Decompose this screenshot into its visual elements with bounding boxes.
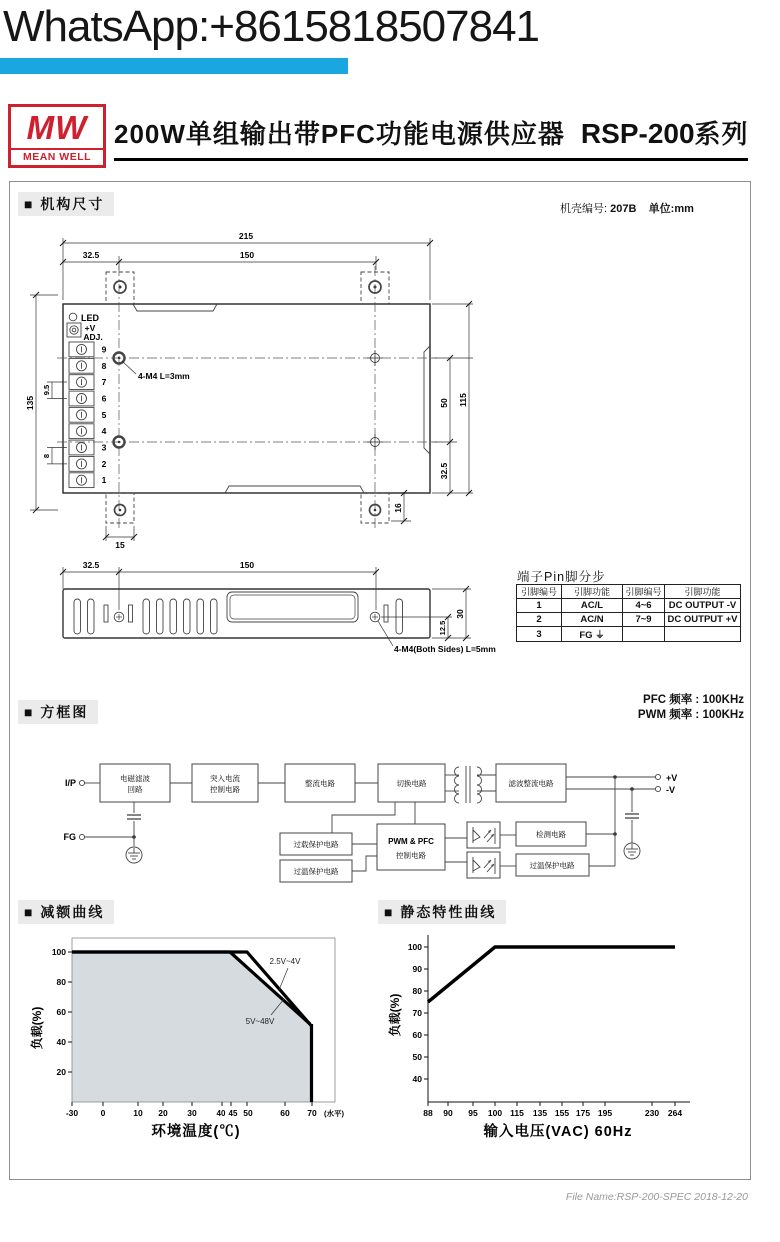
pin-cell: DC OUTPUT -V [665,599,741,613]
derating-xtick: 50 [243,1108,253,1118]
pin-cell: FG ⏚ [562,627,623,642]
static-curve [428,947,675,1002]
pin-table-title: 端子Pin脚分步 [517,570,606,584]
static-xtick: 100 [487,1108,503,1118]
derating-xtick: 10 [133,1108,143,1118]
unit-label: 单位:mm [648,203,694,215]
derating-ytick: 60 [56,1007,66,1017]
static-xtick: 195 [597,1108,613,1118]
overload-label: 过载保护电路 [293,840,339,849]
overtemp-label: 过温保护电路 [293,867,339,876]
derating-xtick: 30 [187,1108,197,1118]
dim-32-5-top: 32.5 [82,250,100,260]
block-diagram [10,742,750,892]
emi-filter-label-1: 电磁滤波 [120,774,150,783]
terminal-5: 5 [101,409,107,420]
terminal-4: 4 [101,426,107,437]
derating-xtick: 40 [216,1109,226,1118]
pin-cell: 4~6 [623,599,665,613]
derating-ytick: 100 [51,947,66,957]
pin-cell: 2 [517,613,562,627]
terminal-strip [69,342,107,488]
title-series-code: RSP-200 [580,118,695,149]
terminal-2: 2 [101,458,107,469]
static-ylabel: 负载(%) [388,993,402,1037]
logo-monogram: MW [26,109,88,146]
terminal-6: 6 [101,393,107,404]
derating-xlabel: 环境温度(℃) [151,1124,241,1140]
pin-col-header: 引脚功能 [562,585,623,599]
pin-col-header: 引脚编号 [623,585,665,599]
derating-ylabel: 负载(%) [30,1006,44,1050]
terminal-7: 7 [101,377,107,388]
static-xtick: 115 [510,1108,524,1118]
block-diagram-fg [64,802,143,863]
pin-table-row [517,627,741,642]
cyan-bar [0,58,348,74]
derating-xtick: -30 [65,1108,79,1118]
section-title-static: ■ 静态特性曲线 [378,900,506,924]
adj-label: ADJ. [83,332,103,342]
logo-brand-text: MEAN WELL [11,148,103,165]
screw-note-top: 4-M4 L=3mm [138,371,190,381]
section-title-block-diagram: ■ 方框图 [18,700,98,724]
optocoupler-1 [467,822,500,848]
dim-8: 8 [42,453,51,459]
static-ytick: 80 [412,986,422,996]
pin-table-header-row [517,585,741,599]
pin-cell: 3 [517,627,562,642]
dim-32-5-right: 32.5 [439,462,449,480]
detect-label: 检测电路 [536,830,566,839]
derating-ytick: 20 [56,1067,66,1077]
output-pos-label: +V [666,773,678,783]
pin-cell: 1 [517,599,562,613]
pwm-pfc-label-2: 控制电路 [396,851,426,860]
static-ytick: 60 [412,1030,422,1040]
overtemp-right-label: 过温保护电路 [529,861,575,870]
page-title [114,114,748,161]
static-ytick: 70 [412,1008,422,1018]
pin-cell [623,627,665,642]
ground-symbol-left [126,847,142,863]
static-xtick: 95 [468,1108,478,1118]
side-dim-32-5: 32.5 [82,560,100,570]
output-neg-label: -V [666,785,675,795]
static-xtick: 155 [554,1108,570,1118]
case-label: 机壳编号: [560,203,608,215]
derating-chart [29,938,344,1140]
static-xtick: 88 [423,1108,433,1118]
side-dim-150: 150 [239,560,255,570]
block-diagram-row1 [65,764,677,803]
case-value: 207B [610,203,637,215]
footer-file-info: File Name:RSP-200-SPEC 2018-12-20 [565,1191,748,1203]
transformer-symbol [455,766,482,803]
inrush-label-2: 控制电路 [210,785,240,794]
case-info [560,200,746,216]
pin-col-header: 引脚功能 [665,585,741,599]
static-xtick: 175 [575,1108,591,1118]
rectifier-label: 整流电路 [305,779,335,788]
dim-115: 115 [458,393,468,407]
emi-filter-label-2: 回路 [127,785,143,794]
static-ytick: 90 [412,964,422,974]
static-xtick: 135 [532,1108,548,1118]
pin-cell: DC OUTPUT +V [665,613,741,627]
derating-xtick: 45 [228,1109,238,1118]
static-xlabel: 输入电压(VAC) 60Hz [483,1124,633,1140]
input-label: I/P [64,778,76,788]
dim-150-top: 150 [239,250,255,260]
dim-15: 15 [115,540,125,550]
adj-v-label: +V [84,323,96,333]
pwm-pfc-label-1: PWM & PFC [388,837,434,846]
pwm-frequency: PWM 频率 : 100KHz [637,709,744,721]
dim-50: 50 [439,398,449,408]
side-view-drawing [60,560,496,654]
annotation-2v5-4v: 2.5V~4V [269,957,301,966]
pin-col-header: 引脚编号 [517,585,562,599]
static-xtick: 230 [644,1108,660,1118]
derating-ytick: 40 [56,1037,66,1047]
pin-cell [665,627,741,642]
dim-135: 135 [25,395,35,411]
section-title-derating: ■ 减额曲线 [18,900,114,924]
pfc-frequency: PFC 频率 : 100KHz [643,694,744,706]
terminal-1: 1 [101,475,107,486]
dim-16: 16 [393,503,403,513]
annotation-5v-48v: 5V~48V [245,1017,275,1026]
filter-rectifier-label: 滤波整流电路 [508,779,554,788]
optocoupler-2 [467,852,500,878]
terminal-9: 9 [101,344,107,355]
meanwell-logo [8,104,106,168]
title-series-suffix: 系列 [694,119,749,149]
derating-fill-area [72,952,312,1102]
static-xtick: 90 [443,1108,453,1118]
derating-xtick: 60 [280,1108,290,1118]
derating-xtick: 20 [158,1108,168,1118]
screw-note-side: 4-M4(Both Sides) L=5mm [394,644,496,654]
static-ytick: 100 [407,942,422,952]
pin-cell: 7~9 [623,613,665,627]
pin-table-row [517,613,741,627]
top-view-drawing [25,231,473,550]
derating-xtick: 70 [307,1108,317,1118]
terminal-3: 3 [101,442,107,453]
title-main: 200W单组输出带PFC功能电源供应器 [114,119,565,149]
inrush-label-1: 突入电流 [210,774,240,783]
pin-table [516,584,741,642]
dim-9-5: 9.5 [42,384,51,396]
dim-215: 215 [238,231,254,241]
terminal-8: 8 [101,360,107,371]
pin-table-row [517,599,741,613]
side-dim-30: 30 [455,609,465,619]
side-dim-12-5: 12.5 [438,620,447,636]
led-label: LED [81,313,99,323]
derating-xtick: 0 [100,1108,106,1118]
frequency-notes [520,693,744,723]
section-title-mechanical: ■ 机构尺寸 [18,192,114,216]
static-ytick: 50 [412,1052,422,1062]
switching-label: 切换电路 [396,779,427,788]
static-xtick: 264 [667,1108,683,1118]
fg-label: FG [63,832,76,842]
pin-cell: AC/L [562,599,623,613]
derating-ytick: 80 [56,977,66,987]
static-ytick: 40 [412,1074,422,1084]
derating-x-suffix: (水平) [324,1109,344,1118]
ground-symbol-right [624,843,640,859]
charts [10,915,750,1150]
whatsapp-banner: WhatsApp:+8615818507841 [3,2,540,51]
static-chart [387,935,690,1140]
pin-cell: AC/N [562,613,623,627]
